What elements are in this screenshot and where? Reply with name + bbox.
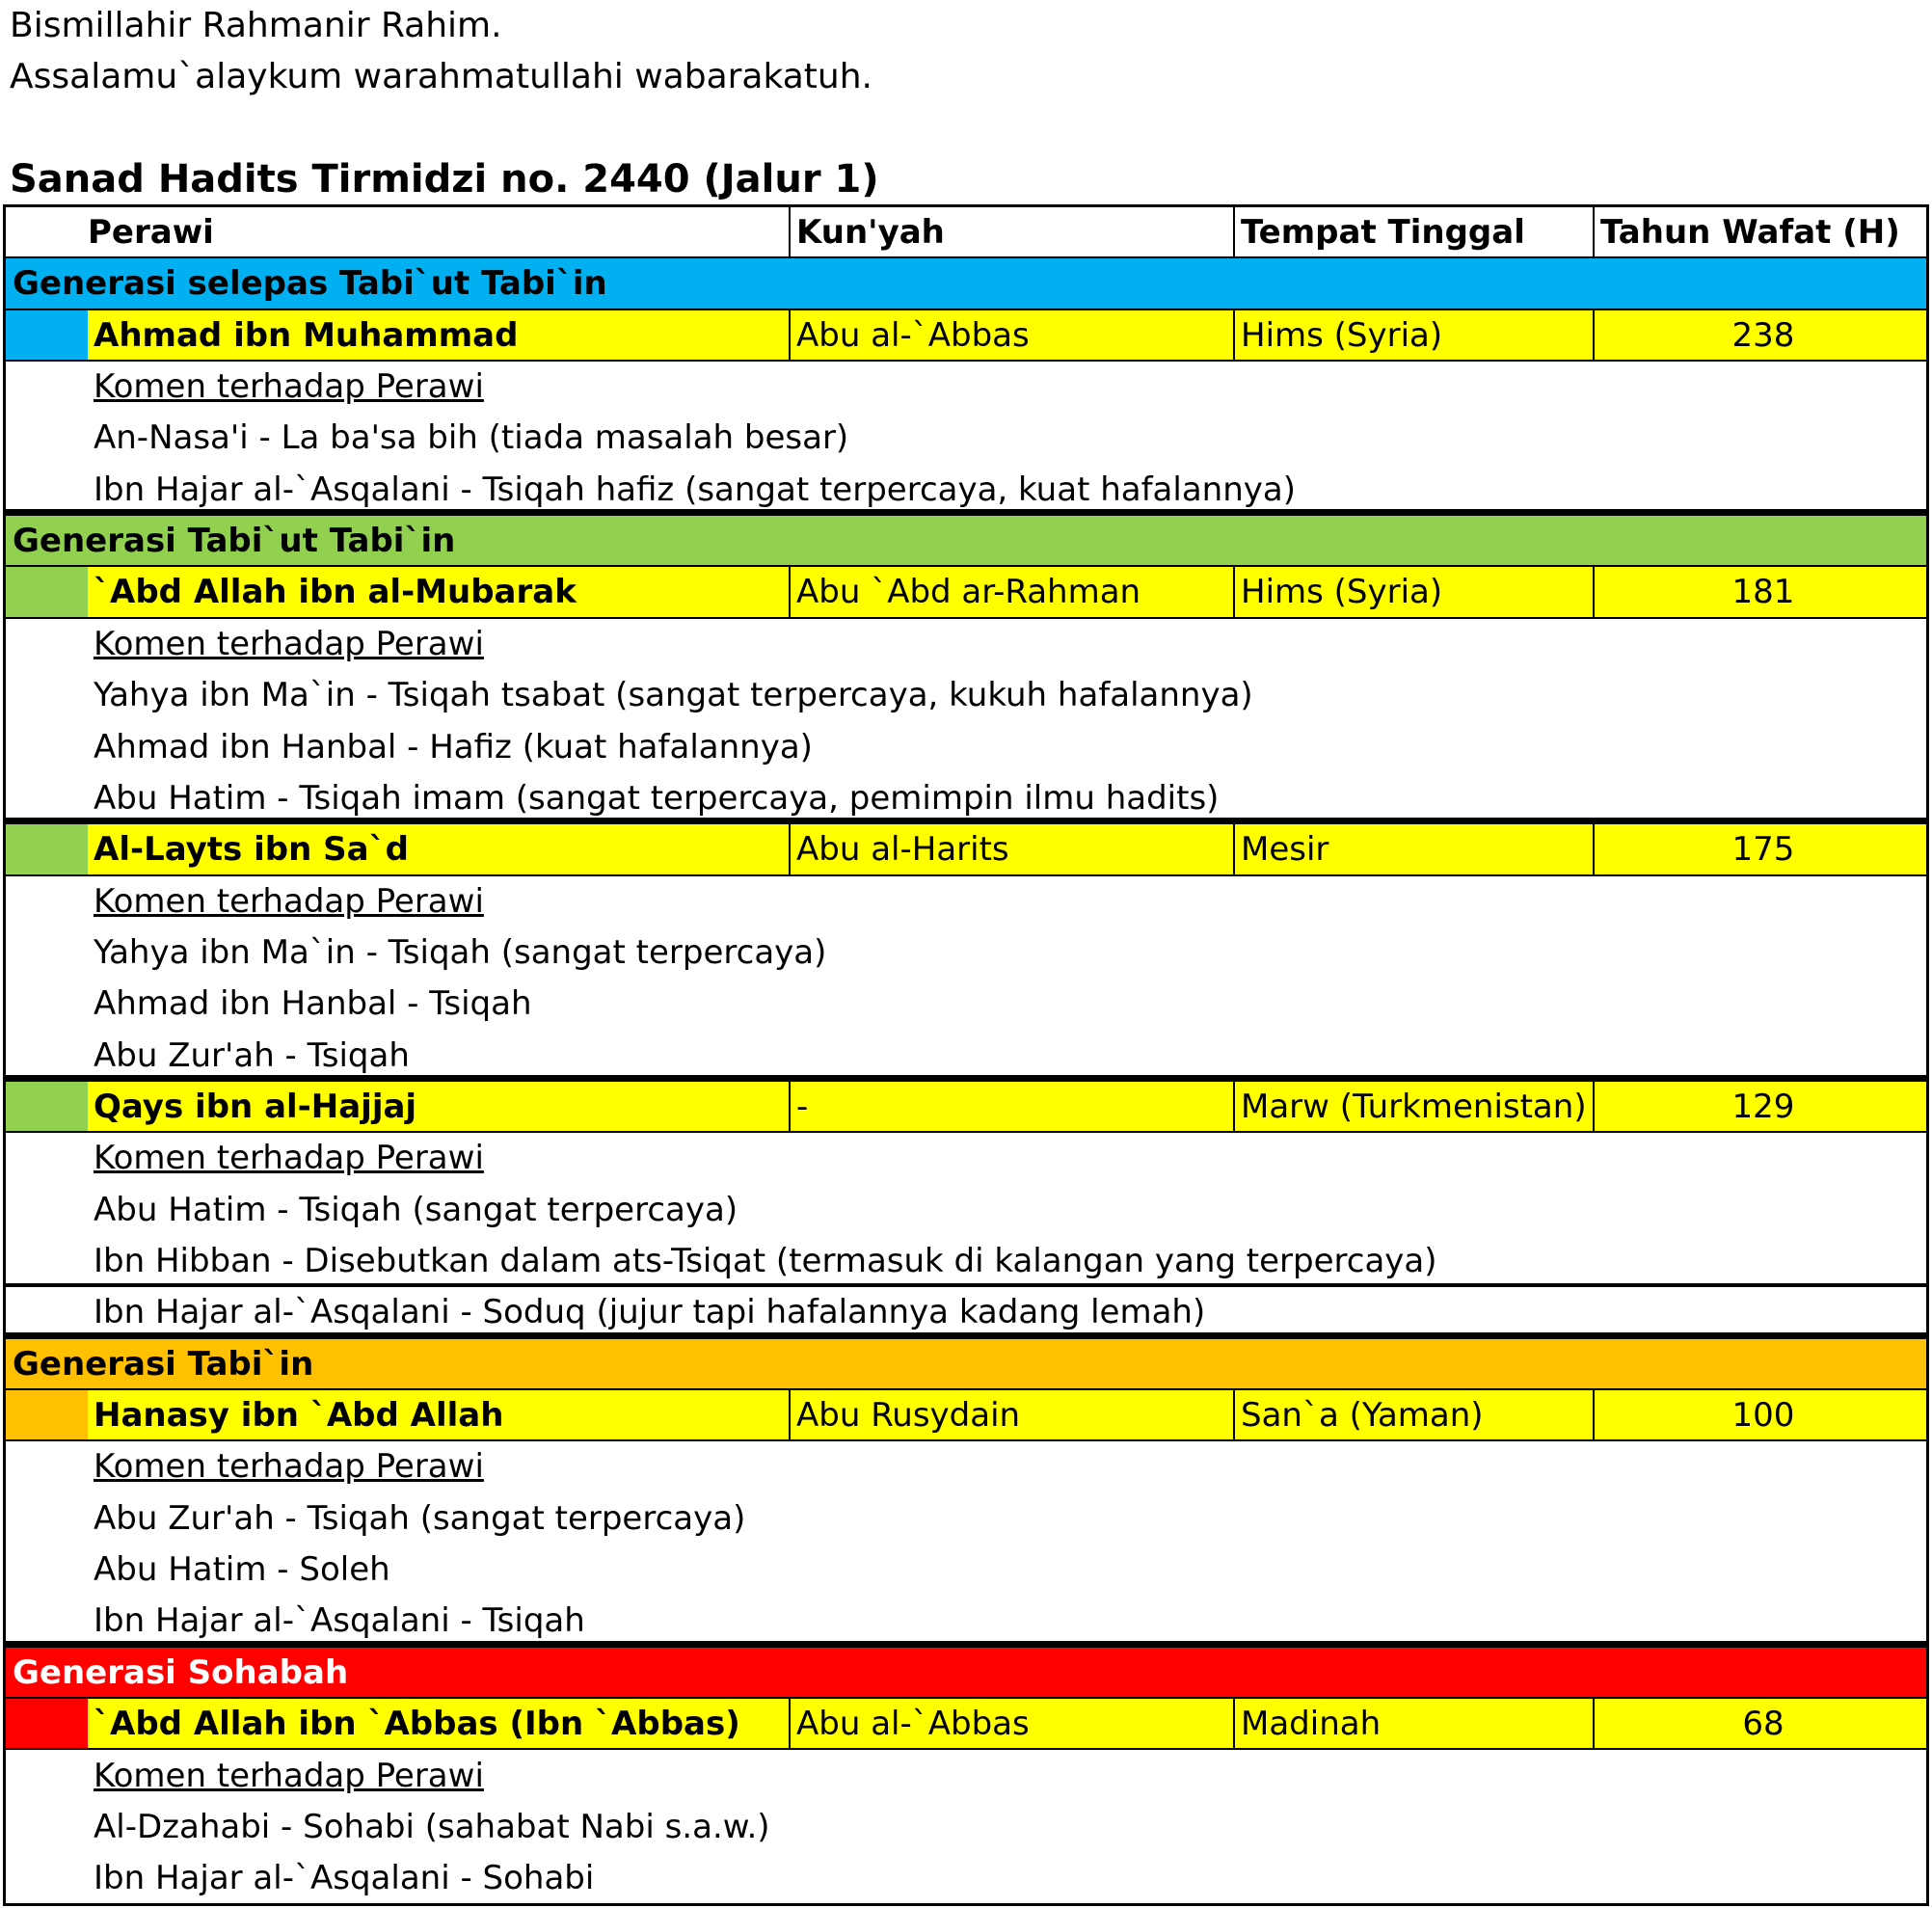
comment-text: Abu Zur'ah - Tsiqah	[94, 1035, 410, 1075]
narrator-tahun: 129	[1593, 1082, 1926, 1131]
narrator-tahun: 238	[1593, 310, 1926, 360]
generation-marker	[6, 824, 88, 873]
comment-row	[6, 1287, 1926, 1338]
generation-label: Generasi Sohabah	[13, 1653, 349, 1692]
comment-row	[6, 927, 1926, 979]
generation-marker	[6, 1390, 88, 1439]
narrator-name: `Abd Allah ibn al-Mubarak	[94, 573, 577, 612]
narrator-tempat: Marw (Turkmenistan)	[1233, 1082, 1593, 1131]
generation-marker	[6, 567, 88, 616]
greeting-line-1: Bismillahir Rahmanir Rahim.	[10, 6, 502, 45]
narrator-name: Ahmad ibn Muhammad	[94, 315, 519, 355]
comment-row	[6, 1031, 1926, 1082]
comment-header-row	[6, 1133, 1926, 1184]
comment-text: Ibn Hibban - Disebutkan dalam ats-Tsiqat (termasuk di kalangan yang terpercaya)	[94, 1242, 1437, 1280]
comment-header-row	[6, 876, 1926, 927]
generation-row	[6, 1648, 1926, 1699]
comment-header-row	[6, 619, 1926, 670]
comment-row	[6, 1545, 1926, 1596]
comment-heading: Komen terhadap Perawi	[94, 1756, 484, 1795]
comment-text: Ibn Hajar al-`Asqalani - Soduq (jujur tapi hafalannya kadang lemah)	[94, 1293, 1206, 1332]
narrator-tahun: 100	[1593, 1390, 1926, 1439]
narrator-row	[6, 824, 1926, 875]
header-tahun: Tahun Wafat (H)	[1593, 207, 1926, 256]
narrator-name: Hanasy ibn `Abd Allah	[94, 1396, 504, 1436]
comment-row	[6, 1236, 1926, 1287]
narrator-tahun: 181	[1593, 567, 1926, 616]
comment-row	[6, 1185, 1926, 1236]
narrator-kunyah: Abu al-`Abbas	[789, 310, 1233, 360]
comment-text: Abu Zur'ah - Tsiqah (sangat terpercaya)	[94, 1498, 746, 1538]
sanad-table	[3, 204, 1929, 1906]
comment-row	[6, 979, 1926, 1030]
comment-header-row	[6, 1441, 1926, 1492]
narrator-tahun: 68	[1593, 1699, 1926, 1748]
comment-text: An-Nasa'i - La ba'sa bih (tiada masalah besar)	[94, 418, 849, 458]
comment-text: Ibn Hajar al-`Asqalani - Tsiqah	[94, 1601, 585, 1641]
header-row	[6, 207, 1926, 258]
narrator-tempat: San`a (Yaman)	[1233, 1390, 1593, 1439]
narrator-kunyah: Abu al-`Abbas	[789, 1699, 1233, 1748]
narrator-kunyah: Abu al-Harits	[789, 824, 1233, 873]
narrator-row	[6, 1390, 1926, 1441]
comment-row	[6, 465, 1926, 516]
comment-text: Yahya ibn Ma`in - Tsiqah (sangat terpercaya)	[94, 932, 827, 972]
narrator-tempat: Madinah	[1233, 1699, 1593, 1748]
generation-label: Generasi selepas Tabi`ut Tabi`in	[13, 264, 607, 304]
comment-text: Ahmad ibn Hanbal - Hafiz (kuat hafalannya)	[94, 727, 813, 766]
narrator-row	[6, 310, 1926, 362]
comment-header-row	[6, 1751, 1926, 1802]
comment-row	[6, 1493, 1926, 1545]
narrator-name: `Abd Allah ibn `Abbas (Ibn `Abbas)	[94, 1705, 740, 1744]
comment-text: Ibn Hajar al-`Asqalani - Sohabi	[94, 1859, 595, 1898]
generation-marker	[6, 310, 88, 360]
generation-row	[6, 516, 1926, 567]
generation-marker	[6, 1082, 88, 1131]
header-kunyah: Kun'yah	[789, 207, 1233, 256]
narrator-row	[6, 567, 1926, 618]
narrator-kunyah: -	[789, 1082, 1233, 1131]
comment-header-row	[6, 362, 1926, 413]
narrator-row	[6, 1699, 1926, 1750]
comment-heading: Komen terhadap Perawi	[94, 624, 484, 663]
comment-row	[6, 1853, 1926, 1904]
comment-text: Ibn Hajar al-`Asqalani - Tsiqah hafiz (sangat terpercaya, kuat hafalannya)	[94, 470, 1296, 509]
generation-row	[6, 1339, 1926, 1390]
generation-label: Generasi Tabi`in	[13, 1344, 314, 1384]
comment-row	[6, 722, 1926, 773]
generation-label: Generasi Tabi`ut Tabi`in	[13, 522, 456, 561]
comment-text: Abu Hatim - Tsiqah imam (sangat terpercaya, pemimpin ilmu hadits)	[94, 778, 1220, 818]
generation-row	[6, 258, 1926, 309]
narrator-name: Qays ibn al-Hajjaj	[94, 1087, 417, 1126]
comment-heading: Komen terhadap Perawi	[94, 367, 484, 407]
header-tempat: Tempat Tinggal	[1233, 207, 1593, 256]
comment-text: Abu Hatim - Tsiqah (sangat terpercaya)	[94, 1190, 738, 1229]
narrator-tahun: 175	[1593, 824, 1926, 873]
greeting-line-2: Assalamu`alaykum warahmatullahi wabarakatuh.	[10, 57, 872, 96]
comment-heading: Komen terhadap Perawi	[94, 881, 484, 921]
comment-heading: Komen terhadap Perawi	[94, 1139, 484, 1178]
narrator-tempat: Hims (Syria)	[1233, 310, 1593, 360]
narrator-tempat: Mesir	[1233, 824, 1593, 873]
page-title: Sanad Hadits Tirmidzi no. 2440 (Jalur 1)	[10, 157, 879, 202]
comment-row	[6, 1596, 1926, 1647]
comment-text: Al-Dzahabi - Sohabi (sahabat Nabi s.a.w.)	[94, 1807, 770, 1846]
comment-text: Abu Hatim - Soleh	[94, 1550, 390, 1590]
narrator-row	[6, 1082, 1926, 1133]
comment-text: Ahmad ibn Hanbal - Tsiqah	[94, 984, 532, 1024]
narrator-tempat: Hims (Syria)	[1233, 567, 1593, 616]
narrator-name: Al-Layts ibn Sa`d	[94, 830, 409, 870]
comment-heading: Komen terhadap Perawi	[94, 1447, 484, 1487]
comment-row	[6, 1802, 1926, 1853]
generation-marker	[6, 1699, 88, 1748]
comment-row	[6, 670, 1926, 721]
header-perawi: Perawi	[88, 213, 214, 252]
narrator-kunyah: Abu Rusydain	[789, 1390, 1233, 1439]
comment-row	[6, 773, 1926, 824]
narrator-kunyah: Abu `Abd ar-Rahman	[789, 567, 1233, 616]
comment-row	[6, 413, 1926, 464]
comment-text: Yahya ibn Ma`in - Tsiqah tsabat (sangat terpercaya, kukuh hafalannya)	[94, 676, 1253, 715]
